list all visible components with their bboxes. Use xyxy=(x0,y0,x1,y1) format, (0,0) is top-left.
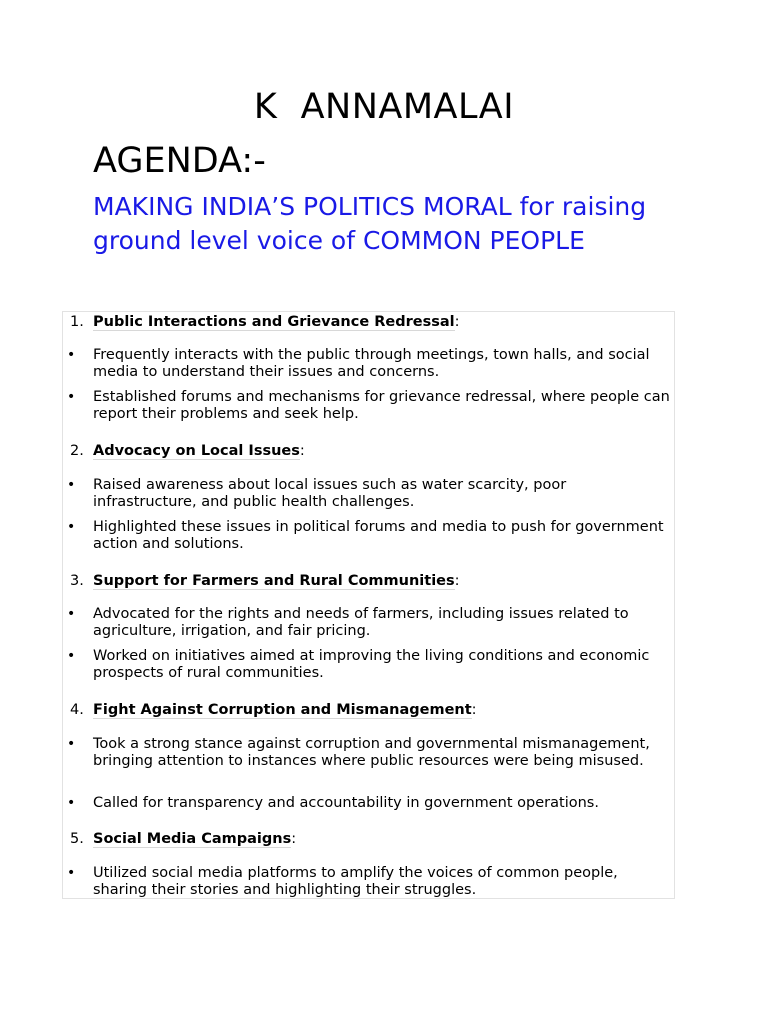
section-number: 4. xyxy=(70,702,84,718)
section-heading xyxy=(63,441,674,461)
page-title: K ANNAMALAI xyxy=(253,87,515,127)
bullet-icon: • xyxy=(67,519,76,535)
section-heading xyxy=(63,312,674,332)
bullet-icon: • xyxy=(67,795,76,811)
bullet-icon: • xyxy=(67,389,76,405)
list-item-text: Took a strong stance against corruption and governmental mismanagement, bringing attention to instances where public resources were being misused. xyxy=(93,736,650,769)
section-title-suffix: : xyxy=(291,831,297,847)
section-title: Public Interactions and Grievance Redressal xyxy=(93,314,455,330)
bullet-icon: • xyxy=(67,865,76,881)
section-title: Advocacy on Local Issues xyxy=(93,443,300,459)
list-item-text: Raised awareness about local issues such as water scarcity, poor infrastructure, and public health challenges. xyxy=(93,477,567,510)
section-title-suffix: : xyxy=(471,702,477,718)
list-item-text: Advocated for the rights and needs of farmers, including issues related to agriculture, irrigation, and fair pricing. xyxy=(93,606,629,639)
bullet-icon: • xyxy=(67,477,76,493)
section-title-wrap xyxy=(93,441,305,461)
section-title-wrap xyxy=(93,700,477,720)
section-title-suffix: : xyxy=(454,573,460,589)
agenda-section xyxy=(63,700,674,720)
list-item-text: Utilized social media platforms to amplify the voices of common people, sharing their stories and highlighting their struggles. xyxy=(93,865,618,898)
section-number: 5. xyxy=(70,831,84,847)
section-heading xyxy=(63,700,674,720)
bullet-icon: • xyxy=(67,606,76,622)
list-item-text: Established forums and mechanisms for grievance redressal, where people can report their problems and seek help. xyxy=(93,389,670,422)
list-item-text: Called for transparency and accountability in government operations. xyxy=(93,795,599,811)
bullet-icon: • xyxy=(67,347,76,363)
section-number: 1. xyxy=(70,314,84,330)
list-item-text: Frequently interacts with the public through meetings, town halls, and social media to understand their issues and concerns. xyxy=(93,347,650,380)
agenda-section xyxy=(63,829,674,849)
agenda-section xyxy=(63,312,674,332)
section-number: 2. xyxy=(70,443,84,459)
list-item-text: Highlighted these issues in political forums and media to push for government action and solutions. xyxy=(93,519,664,552)
bullet-icon: • xyxy=(67,736,76,752)
section-heading xyxy=(63,829,674,849)
section-title: Support for Farmers and Rural Communities xyxy=(93,573,455,589)
bullet-icon: • xyxy=(67,648,76,664)
section-heading xyxy=(63,571,674,591)
agenda-section xyxy=(63,571,674,591)
agenda-statement: MAKING INDIA’S POLITICS MORAL for raising ground level voice of COMMON PEOPLE xyxy=(93,192,647,255)
section-title-suffix: : xyxy=(299,443,305,459)
agenda-heading: AGENDA:- xyxy=(93,141,266,181)
list-item-text: Worked on initiatives aimed at improving the living conditions and economic prospects of rural communities. xyxy=(93,648,650,681)
agenda-section xyxy=(63,441,674,461)
section-number: 3. xyxy=(70,573,84,589)
section-title-wrap xyxy=(93,829,296,849)
section-title: Fight Against Corruption and Mismanagement xyxy=(93,702,472,718)
section-title-wrap xyxy=(93,312,460,332)
agenda-list-box xyxy=(62,311,675,899)
section-title: Social Media Campaigns xyxy=(93,831,292,847)
section-title-suffix: : xyxy=(454,314,460,330)
section-title-wrap xyxy=(93,571,460,591)
